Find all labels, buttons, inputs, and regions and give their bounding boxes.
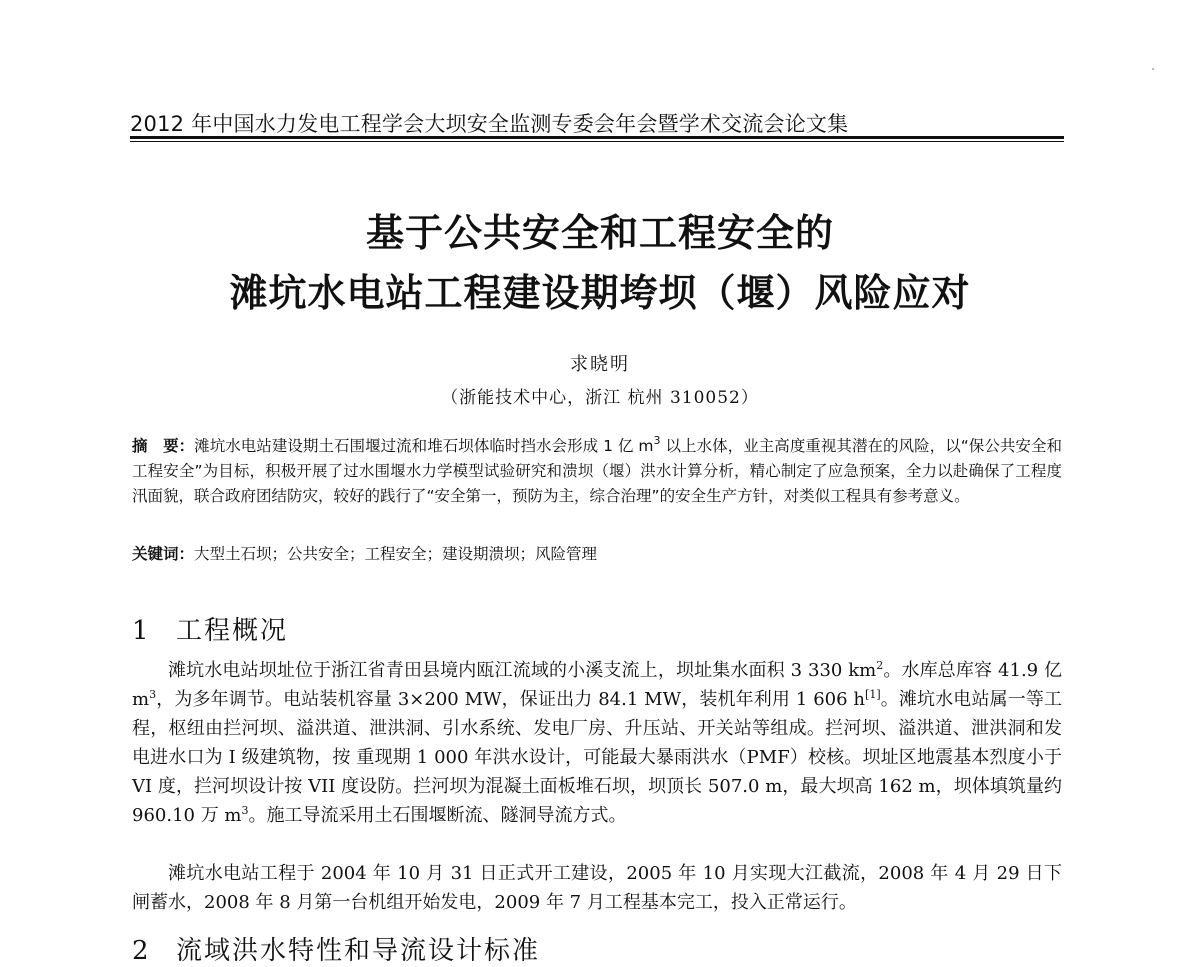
keywords [132, 542, 1062, 567]
section-2-title: 流域洪水特性和导流设计标准 [176, 936, 541, 966]
section-1-number: 1 [132, 616, 151, 646]
header-rule-thick [130, 136, 1064, 139]
abstract [132, 434, 1062, 509]
author: 求晓明 [570, 354, 630, 375]
abstract-sup: 3 [653, 434, 661, 447]
abstract-label: 摘 要： [132, 437, 195, 455]
p1-text-c: ，为多年调节。电站装机容量 3×200 MW，保证出力 84.1 MW，装机年利用 1 606 h [156, 689, 866, 710]
affiliation: （浙能技术中心，浙江 杭州 310052） [441, 388, 759, 408]
keywords-label: 关键词： [132, 545, 195, 563]
running-header: 2012 年中国水力发电工程学会大坝安全监测专委会年会暨学术交流会论文集 [130, 112, 849, 136]
section-2-number: 2 [132, 936, 151, 966]
header-rule-thin [130, 141, 1064, 142]
paper-title-line1: 基于公共安全和工程安全的 [365, 210, 834, 255]
abstract-text-2: 以上水体，业主高度重视其潜在的风险，以“保公共安全和工程安全”为目标，积极开展了过水围堰水力学模型试验研究和溃坝（堰）洪水计算分析，精心制定了应急预案，全力以赴确保了工程度汛面貌，联合政府团结防灾，较好的践行了“安全第一，预防为主，综合治理”的安全生产方针，对类似工程具有参考意义。 [132, 437, 1062, 505]
keywords-text: 大型土石坝；公共安全；工程安全；建设期溃坝；风险管理 [194, 545, 598, 563]
p1-text-b: 。水库总库容 41.9 亿 m [132, 660, 1062, 710]
scan-speck [1152, 68, 1154, 70]
section-1-heading [132, 610, 288, 647]
p1-citation: [1] [865, 688, 881, 701]
paper-title-line2: 滩坑水电站工程建设期垮坝（堰）风险应对 [229, 270, 971, 315]
section-1-paragraph-1 [132, 656, 1062, 830]
p1-text-e: 。施工导流采用土石围堰断流、隧洞导流方式。 [248, 805, 627, 826]
section-1-paragraph-2 [132, 859, 1062, 917]
section-1-title: 工程概况 [176, 616, 289, 646]
p1-sup-2: 3 [149, 688, 157, 701]
p1-text-d: 。滩坑水电站属一等工程，枢纽由拦河坝、溢洪道、泄洪洞、引水系统、发电厂房、升压站、开关站等组成。拦河坝、溢洪道、泄洪洞和发电进水口为 I 级建筑物，按 重现期 1 000 年洪水设计，可能最大暴雨洪水（PMF）校核。坝址区地震基本烈度小于 VI 度，拦河坝设计按 VII 度设防。拦河坝为混凝土面板堆石坝，坝顶长 507.0 m，最大坝高 162 m，坝体填筑量约 960.10 万 m [132, 689, 1062, 826]
p2-text: 滩坑水电站工程于 2004 年 10 月 31 日正式开工建设，2005 年 10 月实现大江截流，2008 年 4 月 29 日下闸蓄水，2008 年 8 月第一台机组开始发电，2009 年 7 月工程基本完工，投入正常运行。 [132, 863, 1062, 913]
p1-sup-4: 3 [241, 804, 249, 817]
abstract-text-1: 滩坑水电站建设期土石围堰过流和堆石坝体临时挡水会形成 1 亿 m [194, 437, 654, 455]
p1-text-a: 滩坑水电站坝址位于浙江省青田县境内瓯江流域的小溪支流上，坝址集水面积 3 330 km [168, 660, 877, 681]
section-2-heading [132, 930, 540, 967]
p1-sup-1: 2 [876, 659, 884, 672]
